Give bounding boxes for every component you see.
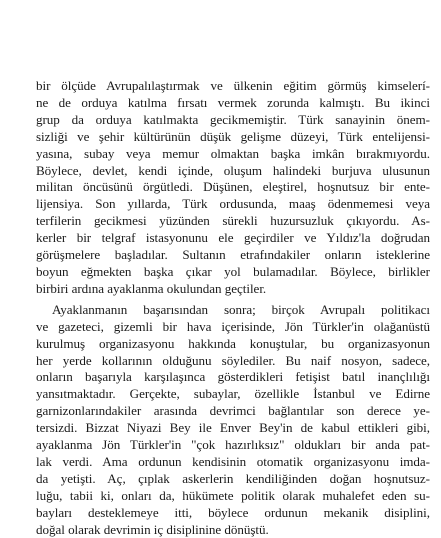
paragraph-1 <box>36 78 430 298</box>
text-line: ayaklanma Jön Türkler'in "çok hazırlıksız" oldukları bir anda pat- <box>36 437 430 453</box>
text-line: grup da orduya katılmakta gecikmemiştir. Türk sanayinin önem- <box>36 111 430 127</box>
text-line: ne de orduya katılma fırsatı vermek zorunda kalmıştı. Bu ikinci <box>36 94 430 110</box>
text-line: militan öncüsünü örgütledi. Düşünen, eleştirel, hoşnutsuz bir ente- <box>36 179 430 195</box>
text-line: doğal olarak devrimin iç disiplinine dönüştü. <box>36 521 269 537</box>
text-line: yansıtmaktadır. Gerçekte, subaylar, özellikle İstanbul ve Edirne <box>36 386 430 402</box>
text-line: lijensiya. Son yıllarda, Türk ordusunda, maaş ödenmemesi veya <box>36 196 430 212</box>
text-line: lak verdi. Ama ordunun kendisinin otomatik organizasyonu imdа- <box>36 453 430 469</box>
text-line: birbiri ardına ayaklanma okulundan geçtiler. <box>36 280 267 296</box>
text-line: bayları desteklemeye itti, böylece ordunun mekanik disiplini, <box>36 504 430 520</box>
body-text <box>36 78 430 538</box>
text-line: kurulmuş organizasyonu hakkında konuştular, bu organizasyonun <box>36 335 430 351</box>
text-line: Ayaklanmanın başarısından sonra; birçok Avrupalı politikacı <box>52 301 430 317</box>
text-line: yasına, subay veya memur olmaktan başka imkân bırakmıyordu. <box>36 145 430 161</box>
text-line: luğu, tabii ki, onları da, hükümete politik olarak muhalefet eden su- <box>36 487 430 503</box>
text-line: her yerde kollarının olduğunu söylediler. Bu naif nosyon, sadece, <box>36 352 430 368</box>
text-line: kerler bir telgraf istasyonunu ele geçirdiler ve Yıldız'la doğrudan <box>36 230 430 246</box>
text-line: da yetişti. Aç, çıplak askerlerin kendiliğinden doğan hoşnutsuz- <box>36 470 430 486</box>
text-line: bir ölçüde Avrupalılaştırmak ve ülkenin eğitim görmüş kimselerí- <box>36 78 430 93</box>
text-line: tersizdi. Bizzat Niyazi Bey ile Enver Bey'in de kabul ettikleri gibi, <box>36 420 430 436</box>
text-line: görüşmelere başladılar. Sultanın etrafındakiler onların isteklerine <box>36 247 430 263</box>
text-line: onların başarıyla karşılaşınca gösterdikleri fetişist batıl inançlılığı <box>36 369 430 385</box>
paragraph-2 <box>36 302 430 538</box>
text-line: sizliği ve şehir kültürünün düşük gelişme düzeyi, Türk entelijensi- <box>36 128 430 144</box>
text-line: terfilerin gecikmesi yüzünden sürekli huzursuzluk çıkıyordu. As- <box>36 213 430 229</box>
text-line: Böylece, devlet, kendi içinde, oluşum halindeki burjuva ulusunun <box>36 162 430 178</box>
text-line: ve gazeteci, gizemli bir hava içerisinde, Jön Türkler'in olağanüstü <box>36 318 430 334</box>
text-line: boyun eğmekten başka çıkar yol bulamadılar. Böylece, birlikler <box>36 263 430 279</box>
text-line: garnizonlarındakiler arasında devrimci bağlantılar son derece ye- <box>36 403 430 419</box>
